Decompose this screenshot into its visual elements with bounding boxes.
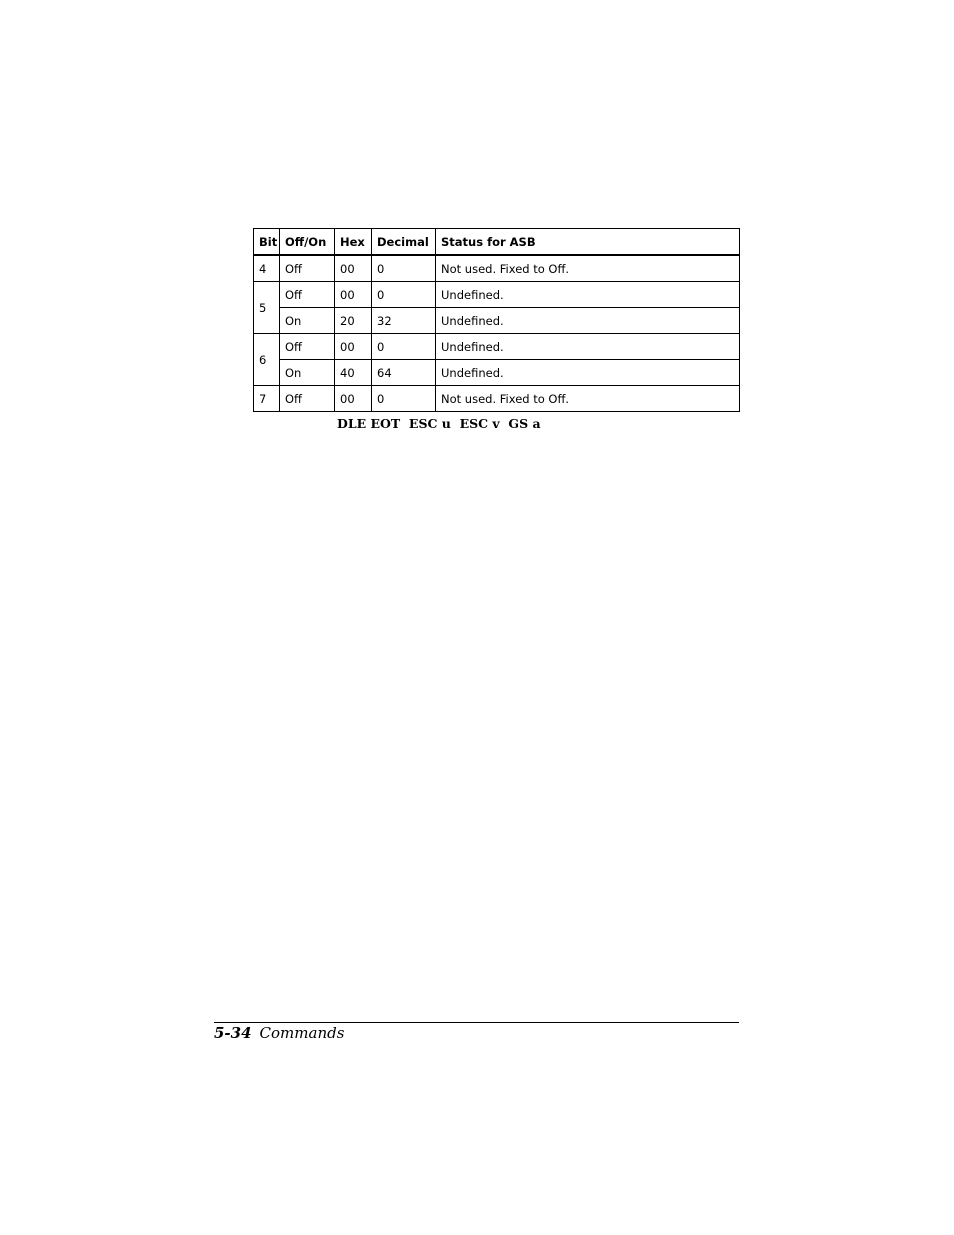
page-number: 5-34 (214, 1024, 252, 1042)
cell-status: Not used. Fixed to Off. (436, 255, 740, 282)
asb-status-table (253, 228, 740, 412)
footer-rule (214, 1022, 739, 1023)
cell-status: Undefined. (436, 360, 740, 386)
page-footer (214, 1024, 344, 1042)
cell-hex: 00 (335, 282, 372, 308)
cell-hex: 00 (335, 386, 372, 412)
cell-status: Not used. Fixed to Off. (436, 386, 740, 412)
header-status: Status for ASB (436, 229, 740, 256)
cell-state: Off (280, 334, 335, 360)
table-row (254, 360, 740, 386)
header-decimal: Decimal (372, 229, 436, 256)
cell-decimal: 64 (372, 360, 436, 386)
cell-bit: 6 (254, 334, 280, 386)
cell-hex: 40 (335, 360, 372, 386)
cell-state: Off (280, 255, 335, 282)
cell-decimal: 0 (372, 255, 436, 282)
cell-decimal: 0 (372, 386, 436, 412)
cell-state: Off (280, 386, 335, 412)
table-header-row (254, 229, 740, 256)
cell-state: Off (280, 282, 335, 308)
see-also-commands: DLE EOT ESC u ESC v GS a (337, 416, 541, 431)
section-title: Commands (259, 1024, 345, 1042)
cell-decimal: 32 (372, 308, 436, 334)
table-row (254, 386, 740, 412)
cell-decimal: 0 (372, 334, 436, 360)
cell-hex: 20 (335, 308, 372, 334)
cell-status: Undefined. (436, 282, 740, 308)
table-row (254, 282, 740, 308)
cell-bit: 5 (254, 282, 280, 334)
cell-bit: 4 (254, 255, 280, 282)
cell-status: Undefined. (436, 334, 740, 360)
header-off-on: Off/On (280, 229, 335, 256)
cell-status: Undefined. (436, 308, 740, 334)
cell-hex: 00 (335, 334, 372, 360)
table-row (254, 334, 740, 360)
cell-state: On (280, 308, 335, 334)
table-row (254, 308, 740, 334)
cell-hex: 00 (335, 255, 372, 282)
header-hex: Hex (335, 229, 372, 256)
table-row (254, 255, 740, 282)
cell-decimal: 0 (372, 282, 436, 308)
cell-state: On (280, 360, 335, 386)
cell-bit: 7 (254, 386, 280, 412)
header-bit: Bit (254, 229, 280, 256)
